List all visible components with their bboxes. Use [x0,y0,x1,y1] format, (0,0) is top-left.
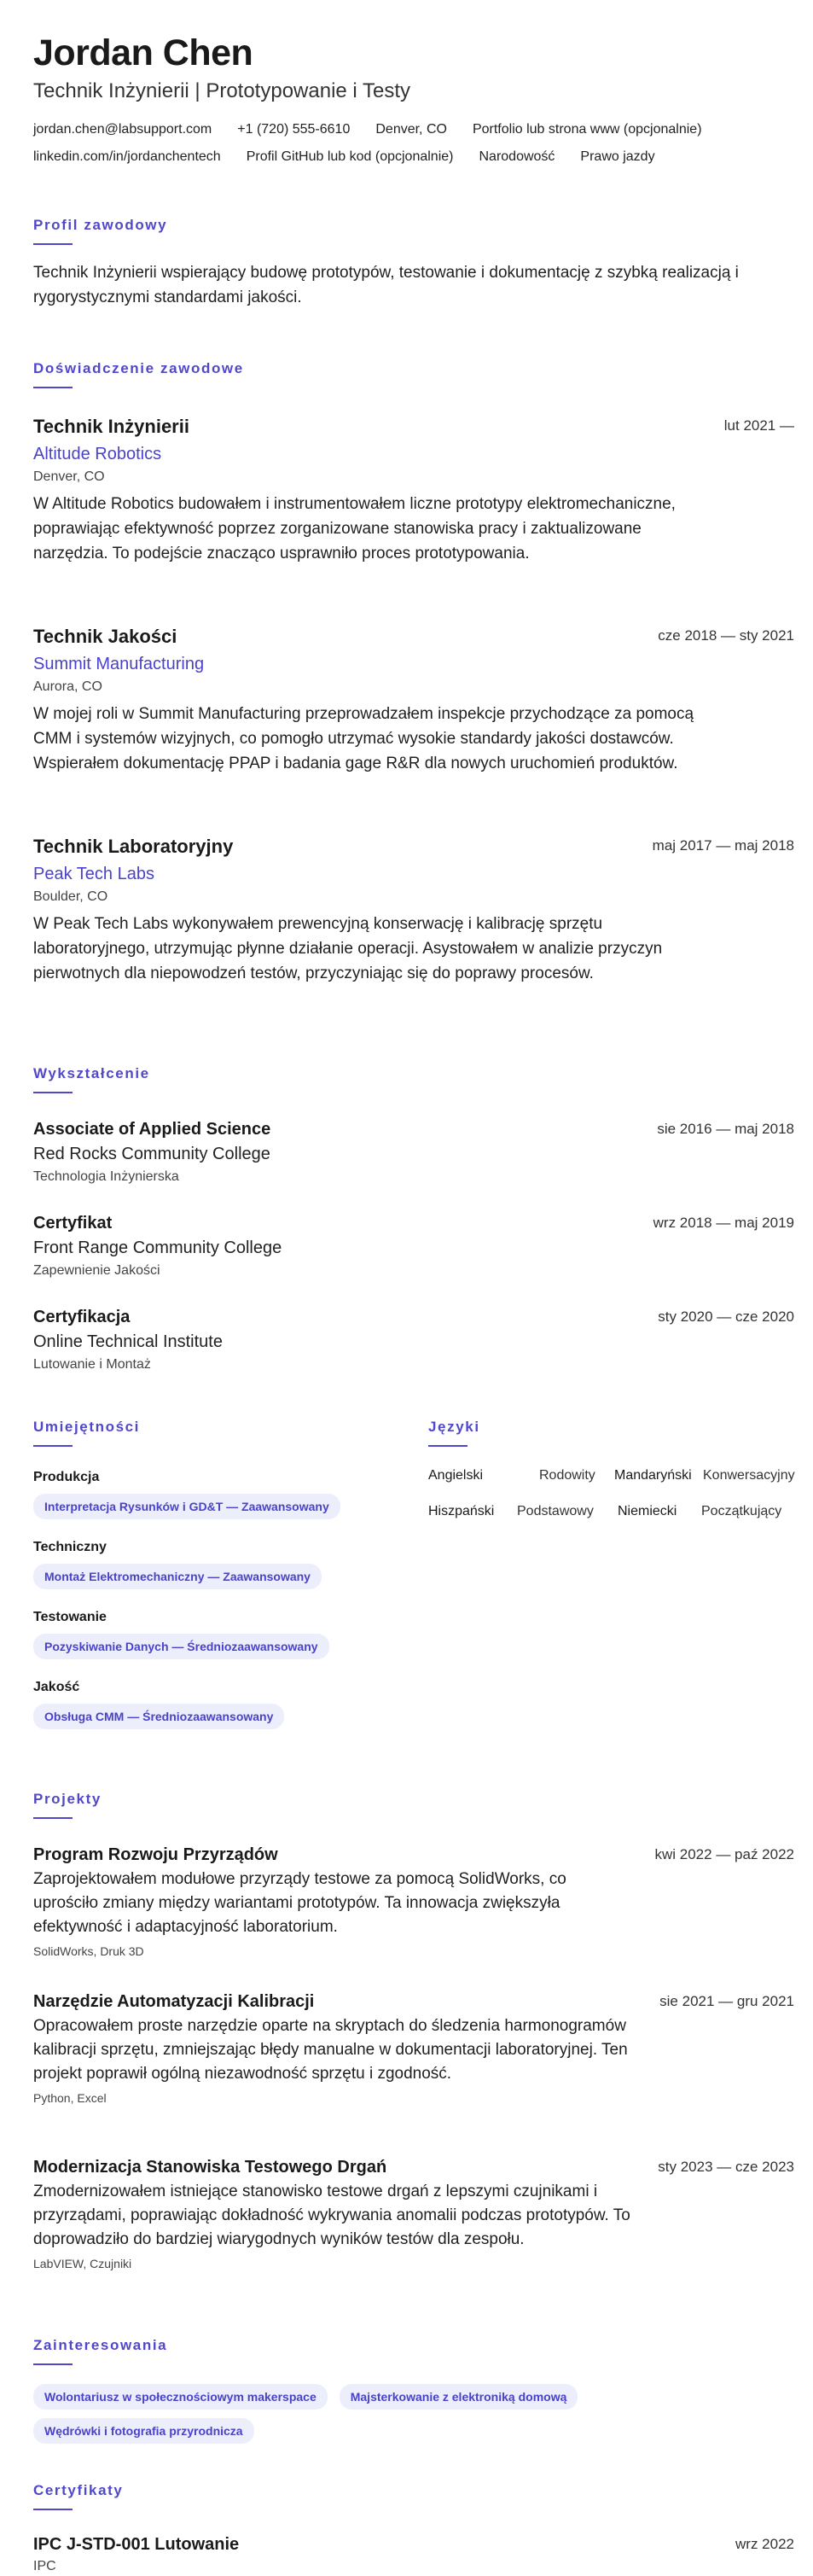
contact-github[interactable]: Profil GitHub lub kod (opcjonalnie) [246,149,454,164]
experience-entry [33,415,794,566]
profile-text: Technik Inżynierii wspierający budowę prototypów, testowanie i dokumentację z szybką realizacją i rygorystycznymi standardami jakości. [33,264,739,306]
section-title: Umiejętności [33,1419,141,1435]
project-description: Zaprojektowałem modułowe przyrządy testowe za pomocą SolidWorks, co uprościło zmiany między wariantami prototypów. Ta innowacja zwiększyła efektywność i adaptacyjność laboratorium. [33,1870,566,1936]
skill-category: Jakość [33,1680,80,1694]
section-divider [33,2363,73,2365]
education-entry [33,1306,794,1374]
skill-group [33,1468,340,1519]
project-name: Modernizacja Stanowiska Testowego Drgań [33,2158,387,2177]
experience-entry [33,835,794,986]
interests-section [33,2337,794,2444]
certificate-issuer: IPC [33,2559,56,2573]
section-title: Projekty [33,1791,102,1807]
company-name: Peak Tech Labs [33,865,154,883]
projects-section [33,1791,794,2270]
project-entry [33,1990,794,2107]
language-name: Niemiecki [618,1504,677,1518]
contact-driving-license: Prawo jazdy [580,149,655,164]
interest-pill: Majsterkowanie z elektroniką domową [340,2384,578,2410]
study-field: Zapewnienie Jakości [33,1263,160,1278]
degree-title: Certyfikacja [33,1308,131,1326]
education-date: sty 2020 — cze 2020 [658,1308,794,1325]
degree-title: Associate of Applied Science [33,1120,271,1139]
language-name: Hiszpański [428,1504,495,1518]
job-title: Technik Laboratoryjny [33,836,234,857]
project-name: Narzędzie Automatyzacji Kalibracji [33,1992,315,2011]
degree-title: Certyfikat [33,1214,113,1233]
resume-page [33,31,795,2573]
skill-pill: Obsługa CMM — Średniozaawansowany [33,1704,284,1729]
section-divider [33,2509,73,2510]
skill-category: Testowanie [33,1610,107,1624]
skill-pill: Montaż Elektromechaniczny — Zaawansowany [33,1564,322,1589]
contact-email[interactable]: jordan.chen@labsupport.com [33,122,212,137]
study-field: Technologia Inżynierska [33,1169,179,1184]
language-name: Mandaryński [614,1468,692,1483]
project-tech: LabVIEW, Czujniki [33,2257,132,2270]
language-row [428,1466,795,1485]
job-title: Technik Inżynierii [33,416,189,437]
school-name: Online Technical Institute [33,1332,223,1351]
section-divider [33,243,73,245]
contact-nationality: Narodowość [479,149,555,164]
job-date: maj 2017 — maj 2018 [652,837,794,854]
experience-section [33,360,794,982]
contact-phone[interactable]: +1 (720) 555-6610 [237,122,351,137]
education-date: wrz 2018 — maj 2019 [653,1215,794,1231]
education-entry [33,1118,794,1186]
section-title: Certyfikaty [33,2482,124,2498]
section-divider [428,1445,467,1447]
job-date: cze 2018 — sty 2021 [658,627,794,644]
contact-list [33,119,794,167]
skill-group [33,1678,284,1729]
language-row [428,1502,781,1521]
project-tech: Python, Excel [33,2091,107,2105]
candidate-headline: Technik Inżynierii | Prototypowanie i Testy [33,79,410,102]
job-location: Denver, CO [33,469,105,484]
language-level: Rodowity [539,1468,595,1483]
candidate-name: Jordan Chen [33,32,253,73]
experience-entry [33,625,794,776]
section-title: Języki [428,1419,480,1435]
interest-pill: Wolontariusz w społecznościowym makerspace [33,2384,328,2410]
education-entry [33,1212,794,1280]
interest-pill: Wędrówki i fotografia przyrodnicza [33,2418,254,2444]
job-description: W mojej roli w Summit Manufacturing przeprowadzałem inspekcje przychodzące za pomocą CMM i systemów wizyjnych, co pomogło utrzymać wysokie standardy jakości dostawców. Wspierałem dokumentację PPAP i badania gage R&R dla nowych uruchomień produktów. [33,705,694,772]
certificate-entry [33,2533,794,2576]
project-description: Zmodernizowałem istniejące stanowisko testowe drgań z lepszymi czujnikami i przyrządami, poprawiając dokładność wykrywania anomalii podczas prototypów. To doprowadziło do bardziej wiarygodnych wyników testów dla zespołu. [33,2183,630,2248]
project-date: sie 2021 — gru 2021 [659,1993,794,2009]
job-date: lut 2021 — [723,417,794,434]
education-section [33,1065,794,1372]
skill-pill: Interpretacja Rysunków i GD&T — Zaawansowany [33,1494,340,1519]
job-location: Aurora, CO [33,679,102,694]
section-divider [33,1092,73,1093]
certificate-date: wrz 2022 [735,2536,794,2552]
study-field: Lutowanie i Montaż [33,1357,151,1372]
project-name: Program Rozwoju Przyrządów [33,1845,278,1864]
school-name: Red Rocks Community College [33,1145,270,1163]
section-divider [33,1445,73,1447]
skill-group [33,1538,322,1589]
section-title: Profil zawodowy [33,217,168,233]
company-name: Altitude Robotics [33,445,162,463]
profile-section [33,217,794,310]
language-name: Angielski [428,1468,484,1483]
job-description: W Peak Tech Labs wykonywałem prewencyjną konserwację i kalibrację sprzętu laboratoryjnego, utrzymując płynne działanie operacji. Asystowałem w analizie przyczyn pierwotnych dla niepowodzeń testów, przyczyniając się do poprawy procesów. [33,915,663,982]
section-divider [33,387,73,388]
job-title: Technik Jakości [33,626,177,647]
skills-section [33,1419,409,1723]
job-description: W Altitude Robotics budowałem i instrumentowałem liczne prototypy elektromechaniczne, poprawiając efektywność poprzez zorganizowane stanowiska pracy i zaktualizowane narzędzia. To podejście znacząco usprawniło proces prototypowania. [33,495,676,562]
project-date: kwi 2022 — paź 2022 [654,1846,794,1862]
language-level: Podstawowy [517,1504,594,1518]
section-title: Wykształcenie [33,1065,150,1081]
project-description: Opracowałem proste narzędzie oparte na skryptach do śledzenia harmonogramów kalibracji sprzętu, zmniejszając błędy manualne w dokumentacji laboratoryjnej. Ten projekt poprawił ogólną niezawodność sprzętu i zgodność. [33,2017,628,2083]
skill-group [33,1608,329,1659]
languages-section [428,1419,795,1518]
section-title: Zainteresowania [33,2337,168,2353]
contact-location: Denver, CO [375,122,447,137]
section-divider [33,1817,73,1819]
language-level: Konwersacyjny [703,1468,795,1483]
project-tech: SolidWorks, Druk 3D [33,1944,144,1958]
job-location: Boulder, CO [33,889,108,904]
project-entry [33,1844,794,1960]
company-name: Summit Manufacturing [33,655,205,673]
education-date: sie 2016 — maj 2018 [657,1121,794,1137]
contact-portfolio[interactable]: Portfolio lub strona www (opcjonalnie) [472,122,702,137]
certificates-section [33,2482,794,2573]
skill-category: Produkcja [33,1470,100,1484]
section-title: Doświadczenie zawodowe [33,360,244,376]
school-name: Front Range Community College [33,1238,282,1257]
skill-category: Techniczny [33,1540,107,1554]
skill-pill: Pozyskiwanie Danych — Średniozaawansowany [33,1634,329,1659]
interest-list [33,2384,630,2444]
certificate-name: IPC J-STD-001 Lutowanie [33,2535,240,2554]
language-level: Początkujący [701,1504,782,1518]
project-date: sty 2023 — cze 2023 [658,2159,794,2175]
project-entry [33,2156,794,2272]
contact-linkedin[interactable]: linkedin.com/in/jordanchentech [33,149,221,164]
